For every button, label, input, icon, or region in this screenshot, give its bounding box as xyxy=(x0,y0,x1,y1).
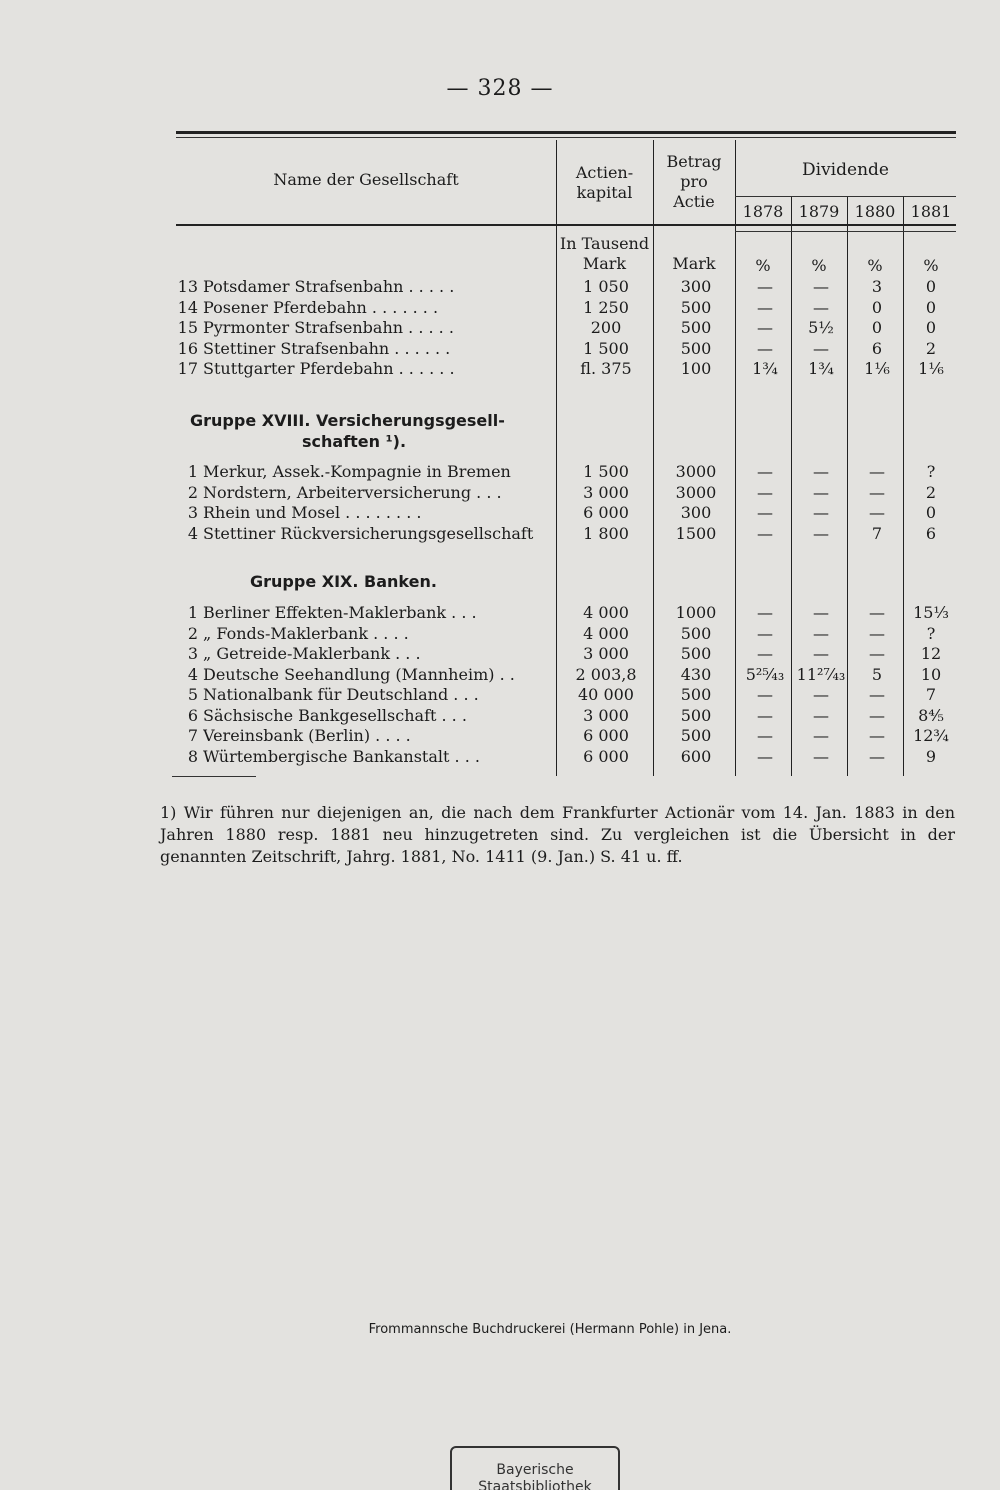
table-row xyxy=(176,602,966,623)
table-row xyxy=(176,276,966,297)
dividend-1880: — xyxy=(869,623,885,643)
share-amount: 3000 xyxy=(675,482,717,502)
dividend-1880: — xyxy=(869,726,885,745)
share-amount: 500 xyxy=(680,623,712,643)
capital-value: 6 000 xyxy=(583,746,629,766)
dividend-1880: — xyxy=(869,603,885,622)
header-capital-line1: Actien- xyxy=(575,163,634,182)
dividend-1881: ? xyxy=(926,462,936,481)
header-capital-line2: kapital xyxy=(576,183,633,202)
library-stamp xyxy=(450,1446,620,1490)
row-number: 16 xyxy=(177,338,198,358)
dividend-1881: 10 xyxy=(920,664,942,684)
dividend-1879: 1¾ xyxy=(808,359,834,378)
dividend-1880: 0 xyxy=(871,318,883,337)
dividend-1878: — xyxy=(757,644,773,663)
dividend-1879: — xyxy=(813,644,829,663)
dividend-1878: — xyxy=(757,705,773,725)
dividend-1879: — xyxy=(813,297,829,317)
header-year-1878: 1878 xyxy=(742,202,784,221)
dividend-1881: 8⅘ xyxy=(918,705,944,725)
row-number: 1 xyxy=(187,603,198,622)
table-row xyxy=(176,664,966,685)
dividend-1881: 2 xyxy=(925,338,937,358)
header-amount-line1: Betrag xyxy=(666,152,722,171)
share-amount: 300 xyxy=(680,277,712,296)
dividend-1878: — xyxy=(757,623,773,643)
unit-dividend-1879: % xyxy=(811,256,827,275)
unit-dividend-1880: % xyxy=(867,256,883,275)
header-dividend: Dividende xyxy=(802,160,889,180)
capital-value: 3 000 xyxy=(583,705,629,725)
capital-value: 200 xyxy=(590,318,622,337)
row-number: 15 xyxy=(177,318,198,337)
dividend-1879: — xyxy=(813,603,829,622)
company-name: Deutsche Seehandlung (Mannheim) . . xyxy=(203,664,515,684)
dividend-1878: — xyxy=(757,277,773,296)
capital-value: 6 000 xyxy=(583,726,629,745)
dividend-1879: — xyxy=(813,503,829,522)
capital-value: fl. 375 xyxy=(580,359,632,378)
dividend-1881: 0 xyxy=(925,277,937,296)
row-number: 17 xyxy=(177,359,198,378)
dividend-1878: 5²⁵⁄₄₃ xyxy=(745,664,785,684)
header-year-1880: 1880 xyxy=(854,202,896,221)
share-amount: 500 xyxy=(680,705,712,725)
row-number: 13 xyxy=(177,277,198,296)
dividend-1880: — xyxy=(869,462,885,481)
company-name: Pyrmonter Strafsenbahn . . . . . xyxy=(203,318,454,337)
company-name: Stuttgarter Pferdebahn . . . . . . xyxy=(203,359,455,378)
footnote-rule xyxy=(172,776,256,777)
dividend-1881: 6 xyxy=(925,523,937,543)
share-amount: 500 xyxy=(680,318,712,337)
company-name: Würtembergische Bankanstalt . . . xyxy=(203,746,480,766)
stamp-line1: Bayerische xyxy=(496,1462,574,1478)
dividend-1878: — xyxy=(757,523,773,543)
share-amount: 100 xyxy=(680,359,712,378)
dividend-1881: ? xyxy=(926,623,936,643)
company-name: Vereinsbank (Berlin) . . . . xyxy=(203,726,411,745)
company-name: Rhein und Mosel . . . . . . . . xyxy=(203,503,422,522)
dividend-1879: — xyxy=(813,462,829,481)
group-heading-xviii-cont: schaften ¹). xyxy=(302,432,407,451)
share-amount: 600 xyxy=(680,746,712,766)
capital-value: 1 050 xyxy=(583,277,629,296)
unit-row-rule xyxy=(735,231,956,232)
dividend-1880: — xyxy=(869,705,885,725)
dividend-1880: — xyxy=(869,482,885,502)
dividend-1879: — xyxy=(813,705,829,725)
dividend-1879: — xyxy=(813,523,829,543)
unit-dividend-1878: % xyxy=(755,256,771,275)
footnote: 1) Wir führen nur diejenigen an, die nach dem Frankfurter Actionär vom 14. Jan. 1883 in den Jahren 1880 resp. 1881 neu hinzugetreten sind. Zu vergleichen ist die Übersicht in der genannten Zeitschrift, Jahrg. 1881, No. 1411 (9. Jan.) S. 41 u. ff. xyxy=(160,803,955,866)
share-amount: 300 xyxy=(680,503,712,522)
dividend-1881: 0 xyxy=(925,297,937,317)
row-number: 7 xyxy=(187,726,198,745)
dividend-1878: — xyxy=(757,482,773,502)
dividend-1881: 0 xyxy=(925,318,937,337)
company-name: Stettiner Rückversicherungsgesellschaft xyxy=(203,523,534,543)
dividend-1881: 15⅓ xyxy=(913,603,949,622)
dividend-1879: — xyxy=(813,277,829,296)
dividend-1881: 9 xyxy=(925,746,937,766)
row-number: 2 xyxy=(187,623,198,643)
dividend-subheader-rule xyxy=(735,196,956,197)
dividend-1881: 12 xyxy=(920,644,942,663)
capital-value: 3 000 xyxy=(583,644,629,663)
table-row xyxy=(176,725,966,746)
table-row xyxy=(176,297,966,318)
dividend-1878: — xyxy=(757,503,773,522)
dividend-1880: 6 xyxy=(871,338,883,358)
capital-value: 4 000 xyxy=(583,623,629,643)
header-capital xyxy=(556,163,653,203)
row-number: 3 xyxy=(187,503,198,522)
dividend-1878: — xyxy=(757,318,773,337)
company-name: „ Fonds-Maklerbank . . . . xyxy=(203,623,409,643)
dividend-1878: — xyxy=(757,726,773,745)
table-row xyxy=(176,358,966,379)
row-number: 14 xyxy=(177,297,198,317)
table-row xyxy=(176,623,966,644)
dividend-1878: — xyxy=(757,746,773,766)
table-row xyxy=(176,746,966,767)
share-amount: 500 xyxy=(680,726,712,745)
dividend-1881: 0 xyxy=(925,503,937,522)
share-amount: 500 xyxy=(680,297,712,317)
row-number: 2 xyxy=(187,482,198,502)
company-name: Sächsische Bankgesellschaft . . . xyxy=(203,705,467,725)
row-number: 6 xyxy=(187,705,198,725)
table-row xyxy=(176,482,966,503)
share-amount: 1000 xyxy=(675,603,717,622)
table-row xyxy=(176,523,966,544)
dividend-1880: — xyxy=(869,644,885,663)
dividend-1880: — xyxy=(869,685,885,704)
dividend-1878: — xyxy=(757,462,773,481)
table-top-rule xyxy=(176,131,956,134)
page-number: — 328 — xyxy=(446,76,554,101)
row-number: 1 xyxy=(187,462,198,481)
capital-value: 1 500 xyxy=(583,338,629,358)
header-year-1881: 1881 xyxy=(910,202,952,221)
company-name: Nationalbank für Deutschland . . . xyxy=(203,685,479,704)
dividend-1878: — xyxy=(757,685,773,704)
header-amount-line2: pro xyxy=(680,172,708,191)
company-name: Posener Pferdebahn . . . . . . . xyxy=(203,297,439,317)
table-header-rule xyxy=(176,224,956,226)
company-name: Stettiner Strafsenbahn . . . . . . xyxy=(203,338,451,358)
company-name: Nordstern, Arbeiterversicherung . . . xyxy=(203,482,502,502)
row-number: 4 xyxy=(187,523,198,543)
table-row xyxy=(176,705,966,726)
dividend-1881: 2 xyxy=(925,482,937,502)
dividend-1878: — xyxy=(757,297,773,317)
dividend-1879: — xyxy=(813,482,829,502)
table-row xyxy=(176,338,966,359)
header-amount-line3: Actie xyxy=(673,192,715,211)
capital-value: 4 000 xyxy=(583,603,629,622)
company-name: Merkur, Assek.-Kompagnie in Bremen xyxy=(203,462,511,481)
dividend-1878: 1¾ xyxy=(752,359,778,378)
row-number: 8 xyxy=(187,746,198,766)
header-amount xyxy=(653,152,735,212)
table-row xyxy=(176,317,966,338)
dividend-1880: — xyxy=(869,746,885,766)
row-number: 3 xyxy=(187,644,198,663)
dividend-1881: 12¾ xyxy=(913,726,949,745)
dividend-1880: 1⅙ xyxy=(864,359,890,378)
share-amount: 500 xyxy=(680,685,712,704)
company-name: „ Getreide-Maklerbank . . . xyxy=(203,644,421,663)
dividend-1880: 5 xyxy=(871,664,883,684)
capital-value: 1 800 xyxy=(583,523,629,543)
dividend-1879: — xyxy=(813,685,829,704)
table-row xyxy=(176,643,966,664)
company-name: Berliner Effekten-Maklerbank . . . xyxy=(203,603,477,622)
unit-capital xyxy=(556,234,653,274)
table-top-rule-thin xyxy=(176,137,956,138)
company-name: Potsdamer Strafsenbahn . . . . . xyxy=(203,277,455,296)
dividend-1880: — xyxy=(869,503,885,522)
dividend-1879: 5½ xyxy=(808,318,834,337)
stamp-line2: Staatsbibliothek xyxy=(478,1479,592,1490)
dividend-1879: — xyxy=(813,623,829,643)
dividend-1881: 7 xyxy=(925,685,937,704)
share-amount: 430 xyxy=(680,664,712,684)
table-row xyxy=(176,461,966,482)
capital-value: 1 250 xyxy=(583,297,629,317)
capital-value: 40 000 xyxy=(578,685,634,704)
header-year-1879: 1879 xyxy=(798,202,840,221)
table-row xyxy=(176,502,966,523)
share-amount: 3000 xyxy=(675,462,717,481)
dividend-1879: — xyxy=(813,338,829,358)
unit-capital-line1: In Tausend xyxy=(559,234,650,253)
unit-dividend-1881: % xyxy=(923,256,939,275)
capital-value: 1 500 xyxy=(583,462,629,481)
capital-value: 3 000 xyxy=(583,482,629,502)
dividend-1880: 0 xyxy=(871,297,883,317)
dividend-1878: — xyxy=(757,338,773,358)
group-heading-xix: Gruppe XIX. Banken. xyxy=(250,572,437,591)
capital-value: 6 000 xyxy=(583,503,629,522)
header-name: Name der Gesellschaft xyxy=(273,170,459,189)
dividend-1879: 11²⁷⁄₄₃ xyxy=(796,664,846,684)
share-amount: 500 xyxy=(680,338,712,358)
dividend-1881: 1⅙ xyxy=(918,359,944,378)
dividend-1880: 3 xyxy=(871,277,883,296)
row-number: 5 xyxy=(187,685,198,704)
group-heading-xviii: Gruppe XVIII. Versicherungsgesell- xyxy=(190,411,505,430)
unit-amount: Mark xyxy=(672,254,716,273)
table-row xyxy=(176,684,966,705)
dividend-1880: 7 xyxy=(871,523,883,543)
dividend-1879: — xyxy=(813,746,829,766)
share-amount: 500 xyxy=(680,644,712,663)
share-amount: 1500 xyxy=(675,523,717,543)
printer-imprint: Frommannsche Buchdruckerei (Hermann Pohle) in Jena. xyxy=(368,1322,732,1337)
row-number: 4 xyxy=(187,664,198,684)
dividend-1879: — xyxy=(813,726,829,745)
dividend-1878: — xyxy=(757,603,773,622)
capital-value: 2 003,8 xyxy=(575,664,637,684)
unit-capital-line2: Mark xyxy=(582,254,627,273)
